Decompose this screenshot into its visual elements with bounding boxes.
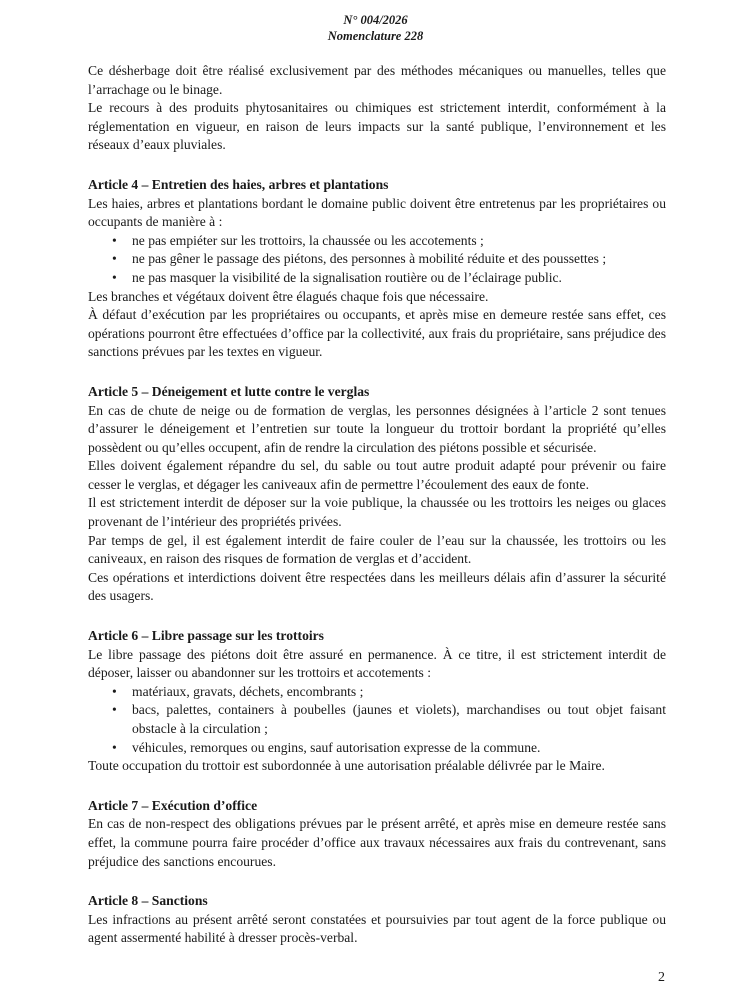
bullet-icon: •	[112, 683, 117, 699]
document-body	[88, 62, 666, 948]
intro-paragraph: Ce désherbage doit être réalisé exclusivement par des méthodes mécaniques ou manuelles, telles que l’arrachage ou le binage.	[88, 63, 666, 97]
list-item: • matériaux, gravats, déchets, encombrants ;	[88, 683, 666, 702]
article-8-paragraph: Les infractions au présent arrêté seront constatées et poursuivies par tout agent de la force publique ou agent assermenté habilité à dresser procès-verbal.	[88, 911, 666, 946]
article-4-list	[88, 232, 666, 288]
nomenclature: Nomenclature 228	[327, 29, 424, 43]
article-4-paragraph: Les branches et végétaux doivent être élagués chaque fois que nécessaire.	[88, 288, 489, 304]
article-6-paragraph: Le libre passage des piétons doit être assuré en permanence. À ce titre, il est strictement interdit de déposer, laisser ou abandonner sur les trottoirs et accotements :	[88, 646, 666, 681]
article-5-paragraph: Par temps de gel, il est également interdit de faire couler de l’eau sur la chaussée, les trottoirs ou les caniveaux, en raison des risques de formation de verglas et d’accident.	[88, 532, 666, 567]
article-8	[88, 892, 666, 948]
list-item: • ne pas gêner le passage des piétons, des personnes à mobilité réduite et des poussettes ;	[88, 250, 666, 269]
article-5-title: Article 5 – Déneigement et lutte contre le verglas	[88, 383, 370, 399]
article-5-paragraph: Elles doivent également répandre du sel, du sable ou tout autre produit adapté pour prévenir ou faire cesser le verglas, et dégager les caniveaux afin de permettre l’écoulement des eaux de fonte.	[88, 458, 666, 492]
bullet-icon: •	[112, 232, 117, 248]
article-6-title: Article 6 – Libre passage sur les trottoirs	[88, 628, 324, 644]
bullet-icon: •	[112, 739, 117, 755]
bullet-icon: •	[112, 251, 117, 267]
article-4-title: Article 4 – Entretien des haies, arbres et plantations	[88, 176, 389, 192]
article-7	[88, 797, 666, 871]
article-5-paragraph: Il est strictement interdit de déposer sur la voie publique, la chaussée ou les trottoirs les neiges ou glaces provenant de l’intérieur des propriétés privées.	[88, 495, 666, 530]
article-8-title: Article 8 – Sanctions	[88, 893, 208, 909]
document-number: N° 004/2026	[343, 13, 408, 27]
list-item: • bacs, palettes, containers à poubelles (jaunes et violets), marchandises ou tout objet faisant obstacle à la circulation ;	[112, 702, 666, 736]
article-4-paragraph: Les haies, arbres et plantations bordant le domaine public doivent être entretenus par les propriétaires ou occupants de manière à :	[88, 195, 666, 230]
article-5	[88, 383, 666, 606]
article-4	[88, 176, 666, 362]
article-6	[88, 627, 666, 776]
intro-paragraph: Le recours à des produits phytosanitaires ou chimiques est strictement interdit, conformément à la réglementation en vigueur, en raison de leurs impacts sur la santé publique, l’environnement et les réseaux d’eaux pluviales.	[88, 100, 666, 153]
article-4-paragraph: À défaut d’exécution par les propriétaires ou occupants, et après mise en demeure restée sans effet, ces opérations pourront être effectuées d’office par la collectivité, aux frais du propriétaire, sans préjudice des sanctions prévues par les textes en vigueur.	[88, 307, 666, 360]
intro-section	[88, 62, 666, 155]
article-7-title: Article 7 – Exécution d’office	[88, 797, 258, 813]
bullet-icon: •	[112, 702, 117, 718]
article-6-list	[88, 683, 666, 757]
article-6-paragraph: Toute occupation du trottoir est subordonnée à une autorisation préalable délivrée par le Maire.	[88, 758, 605, 774]
list-item: • ne pas masquer la visibilité de la signalisation routière ou de l’éclairage public.	[88, 269, 666, 288]
bullet-icon: •	[112, 269, 117, 285]
article-5-paragraph: Ces opérations et interdictions doivent être respectées dans les meilleurs délais afin d’assurer la sécurité des usagers.	[88, 569, 666, 604]
page-number: 2	[658, 970, 665, 985]
article-5-paragraph: En cas de chute de neige ou de formation de verglas, les personnes désignées à l’article 2 sont tenues d’assurer le déneigement et l’entretien sur toute la longueur du trottoir bordant la propriété qu’elles possèdent ou qu’elles occupent, afin de rendre la circulation des piétons possible et sécurisée.	[88, 402, 666, 455]
article-7-paragraph: En cas de non-respect des obligations prévues par le présent arrêté, et après mise en demeure restée sans effet, la commune pourra faire procéder d’office aux travaux nécessaires aux frais du contrevenant, sans préjudice des sanctions encourues.	[88, 816, 666, 869]
list-item: • ne pas empiéter sur les trottoirs, la chaussée ou les accotements ;	[88, 232, 666, 251]
document-header	[0, 12, 751, 44]
list-item: • véhicules, remorques ou engins, sauf autorisation expresse de la commune.	[88, 739, 666, 758]
